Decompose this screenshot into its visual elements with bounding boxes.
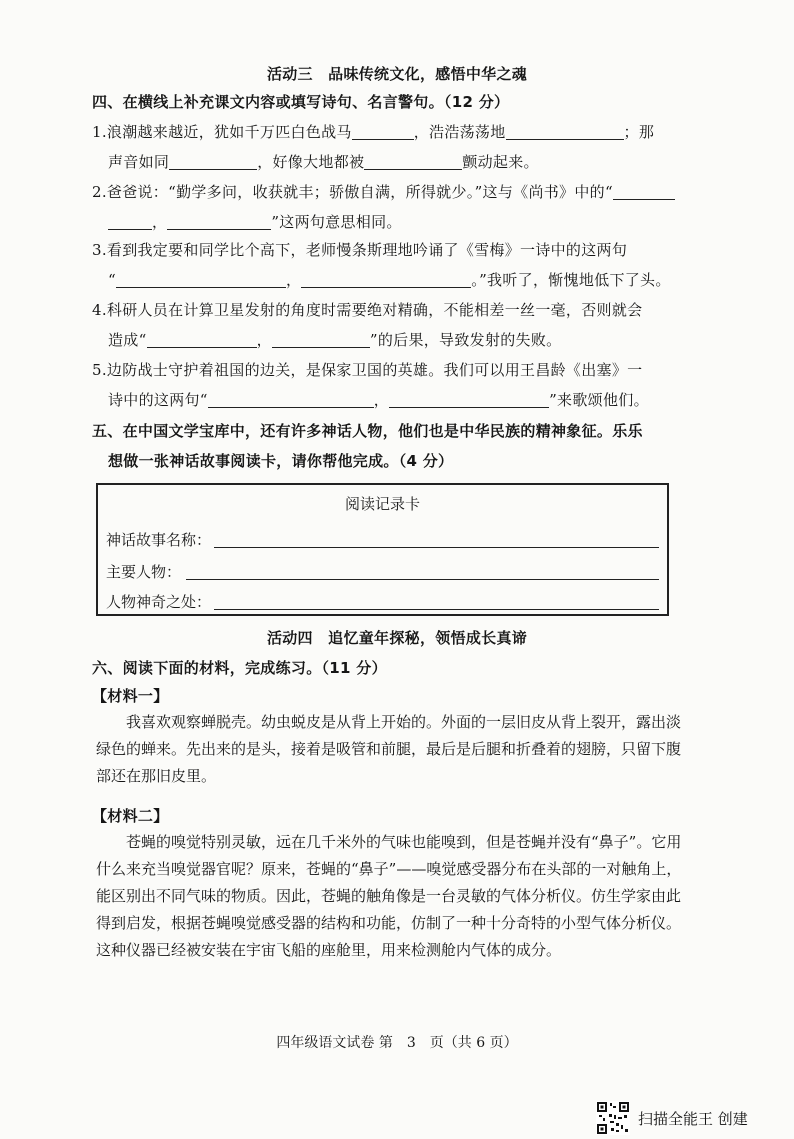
q4-item5-line1: 5.边防战士守护着祖国的边关，是保家卫国的英雄。我们可以用王昌龄《出塞》一 bbox=[92, 361, 643, 379]
activity3-title: 活动三 品味传统文化，感悟中华之魂 bbox=[266, 65, 528, 83]
card-title: 阅读记录卡 bbox=[344, 495, 420, 513]
q6-heading: 六、阅读下面的材料，完成练习。（11 分） bbox=[92, 659, 387, 677]
q4-item3-line2: “ ， 。”我听了，惭愧地低下了头。 bbox=[108, 271, 671, 289]
blank[interactable] bbox=[116, 271, 286, 288]
q4-heading: 四、在横线上补充课文内容或填写诗句、名言警句。（12 分） bbox=[92, 93, 510, 111]
blank[interactable] bbox=[389, 391, 549, 408]
blank[interactable] bbox=[613, 183, 675, 200]
blank[interactable] bbox=[364, 153, 462, 170]
field-magic-input[interactable] bbox=[214, 609, 659, 610]
q4-item1-line2: 声音如同 ，好像大地都被 颤动起来。 bbox=[108, 153, 539, 171]
blank[interactable] bbox=[352, 123, 414, 140]
watermark-text: 扫描全能王 创建 bbox=[638, 1109, 748, 1128]
blank[interactable] bbox=[506, 123, 624, 140]
reading-record-card bbox=[96, 483, 669, 616]
field-story-name-input[interactable] bbox=[214, 547, 659, 548]
scanner-watermark bbox=[596, 1101, 748, 1135]
blank[interactable] bbox=[108, 213, 152, 230]
activity4-title: 活动四 追忆童年探秘，领悟成长真谛 bbox=[266, 629, 528, 647]
blank[interactable] bbox=[272, 331, 370, 348]
q5-heading-line1: 五、在中国文学宝库中，还有许多神话人物，他们也是中华民族的精神象征。乐乐 bbox=[92, 422, 643, 440]
q4-item4-line2: 造成“ ， ”的后果，导致发射的失败。 bbox=[108, 331, 562, 349]
q4-item4-line1: 4.科研人员在计算卫星发射的角度时需要绝对精确，不能相差一丝一毫，否则就会 bbox=[92, 301, 643, 319]
material1-label: 【材料一】 bbox=[92, 687, 169, 705]
field-main-character-label: 主要人物： bbox=[106, 563, 182, 581]
q4-item5-line2: 诗中的这两句“ ， ”来歌颂他们。 bbox=[108, 391, 649, 409]
q4-item1-line1: 1.浪潮越来越近，犹如千万匹白色战马 ，浩浩荡荡地 ；那 bbox=[92, 123, 655, 141]
blank[interactable] bbox=[301, 271, 471, 288]
blank[interactable] bbox=[147, 331, 257, 348]
material1-text: 我喜欢观察蝉脱壳。幼虫蜕皮是从背上开始的。外面的一层旧皮从背上裂开，露出淡绿色的蝉来。先出来的是头，接着是吸管和前腿，最后是后腿和折叠着的翅膀，只留下腹部还在那旧皮里。 bbox=[96, 713, 682, 785]
q4-item2-line1: 2.爸爸说：“勤学多问，收获就丰；骄傲自满，所得就少。”这与《尚书》中的“ bbox=[92, 182, 675, 202]
material2-label: 【材料二】 bbox=[92, 807, 169, 825]
field-magic-label: 人物神奇之处： bbox=[106, 593, 212, 611]
material2-text: 苍蝇的嗅觉特别灵敏，远在几千米外的气味也能嗅到，但是苍蝇并没有“鼻子”。它用什么来充当嗅觉器官呢？原来，苍蝇的“鼻子”——嗅觉感受器分布在头部的一对触角上，能区别出不同气味的物质。因此，苍蝇的触角像是一台灵敏的气体分析仪。仿生学家由此得到启发，根据苍蝇嗅觉感受器的结构和功能，仿制了一种十分奇特的小型气体分析仪。这种仪器已经被安装在宇宙飞船的座舱里，用来检测舱内气体的成分。 bbox=[96, 833, 682, 959]
blank[interactable] bbox=[208, 391, 374, 408]
field-story-name-label: 神话故事名称： bbox=[106, 531, 212, 549]
blank[interactable] bbox=[169, 153, 257, 170]
q4-item2-line2: ， ”这两句意思相同。 bbox=[108, 212, 402, 232]
page-footer: 四年级语文试卷 第 3 页（共 6 页） bbox=[276, 1035, 518, 1051]
field-main-character-input[interactable] bbox=[186, 579, 659, 580]
q5-heading-line2: 想做一张神话故事阅读卡，请你帮他完成。（4 分） bbox=[108, 452, 454, 470]
q4-item3-line1: 3.看到我定要和同学比个高下，老师慢条斯理地吟诵了《雪梅》一诗中的这两句 bbox=[92, 241, 628, 259]
qr-code-icon bbox=[596, 1101, 630, 1135]
blank[interactable] bbox=[167, 213, 271, 230]
